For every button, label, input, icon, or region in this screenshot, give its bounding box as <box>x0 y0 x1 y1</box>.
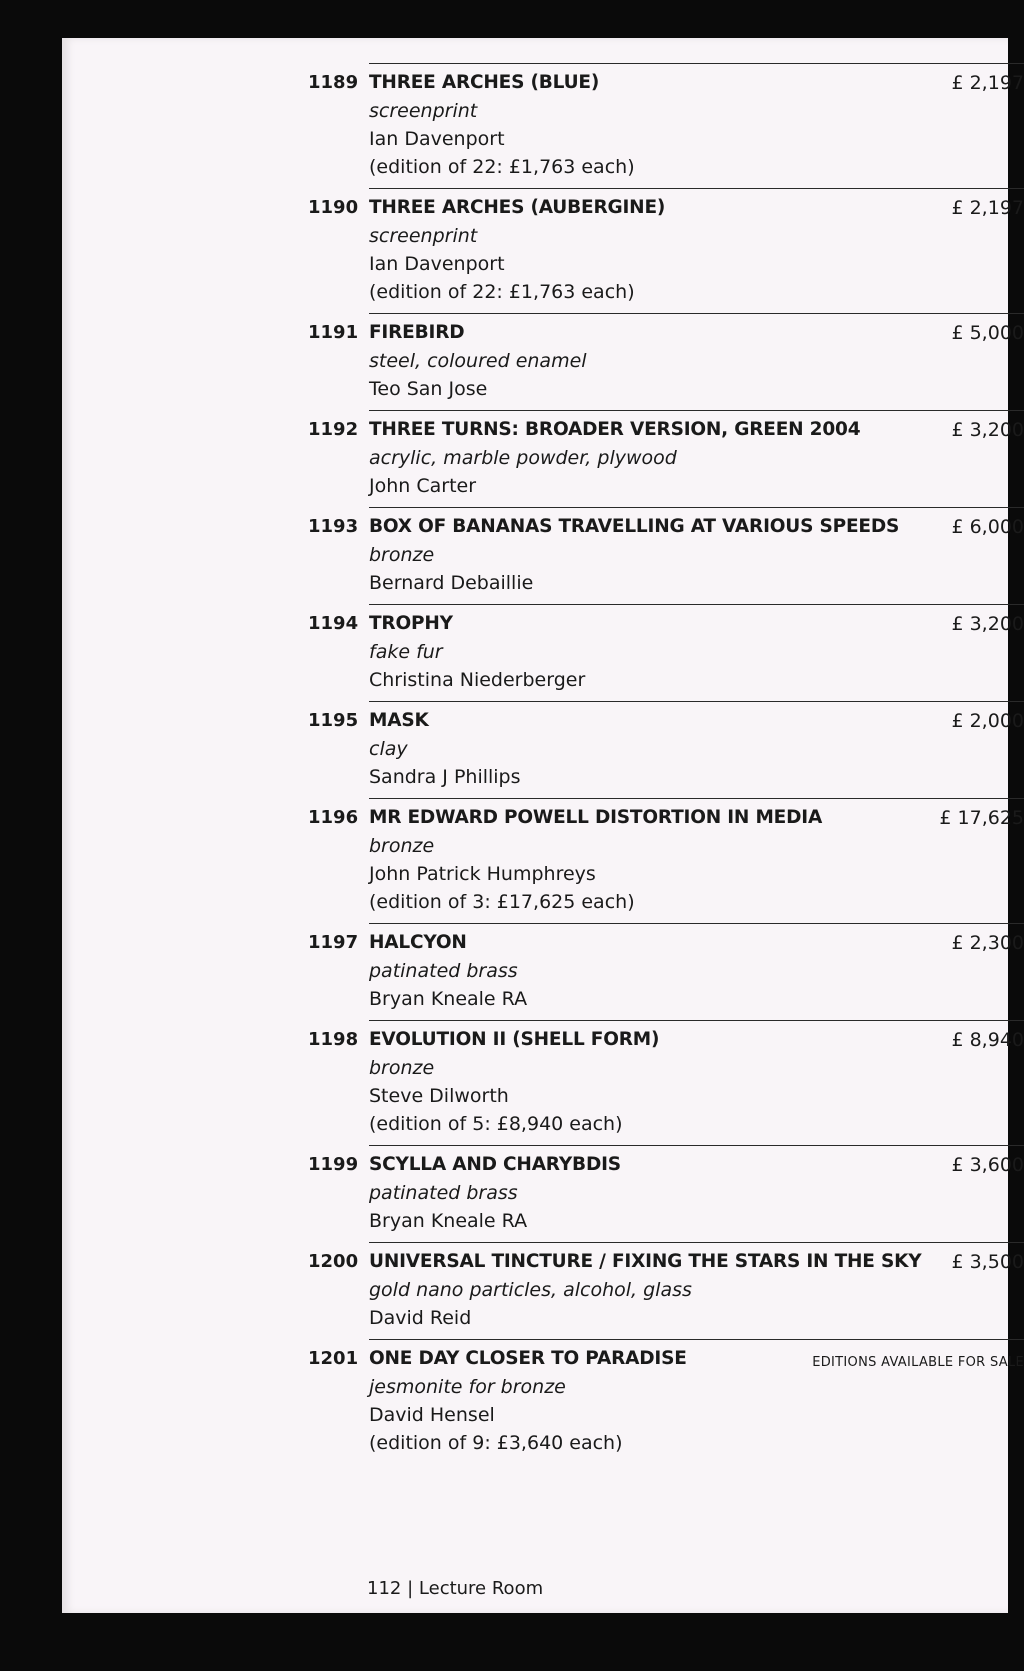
lot-artist: Bryan Kneale RA <box>369 1210 528 1232</box>
divider-rule <box>369 798 1024 799</box>
lot-title: EVOLUTION II (SHELL FORM) <box>369 1029 660 1050</box>
lot-medium: bronze <box>369 544 435 566</box>
lot-medium: acrylic, marble powder, plywood <box>369 447 677 469</box>
lot-price: £ 5,000 <box>951 322 1024 344</box>
lot-price: £ 8,940 <box>951 1029 1024 1051</box>
footer-separator: | <box>407 1578 414 1599</box>
lot-medium: bronze <box>369 835 435 857</box>
lot-edition: (edition of 5: £8,940 each) <box>369 1113 623 1135</box>
lot-medium: screenprint <box>369 100 478 122</box>
lot-number: 1201 <box>308 1348 359 1369</box>
divider-rule <box>369 63 1024 64</box>
lot-medium: gold nano particles, alcohol, glass <box>369 1279 692 1301</box>
lot-title: UNIVERSAL TINCTURE / FIXING THE STARS IN THE SKY <box>369 1251 922 1272</box>
lot-medium: screenprint <box>369 225 478 247</box>
catalogue-page <box>62 38 1024 1613</box>
lot-price: £ 3,200 <box>951 419 1024 441</box>
divider-rule <box>369 701 1024 702</box>
lot-number: 1194 <box>308 613 359 634</box>
lot-medium: steel, coloured enamel <box>369 350 587 372</box>
lot-price: £ 17,625 <box>939 807 1024 829</box>
lot-title: FIREBIRD <box>369 322 465 343</box>
lot-price: £ 2,300 <box>951 932 1024 954</box>
divider-rule <box>369 1145 1024 1146</box>
lot-number: 1195 <box>308 710 359 731</box>
lot-number: 1190 <box>308 197 359 218</box>
lot-artist: Bernard Debaillie <box>369 572 534 594</box>
lot-medium: fake fur <box>369 641 443 663</box>
lot-medium: patinated brass <box>369 960 518 982</box>
lot-price: £ 2,197 <box>951 197 1024 219</box>
lot-edition: (edition of 9: £3,640 each) <box>369 1432 623 1454</box>
lot-edition: (edition of 22: £1,763 each) <box>369 281 635 303</box>
lot-title: BOX OF BANANAS TRAVELLING AT VARIOUS SPEEDS <box>369 516 900 537</box>
lot-title: THREE ARCHES (BLUE) <box>369 72 600 93</box>
divider-rule <box>369 1242 1024 1243</box>
lot-artist: Christina Niederberger <box>369 669 586 691</box>
divider-rule <box>369 188 1024 189</box>
lot-number: 1198 <box>308 1029 359 1050</box>
lot-title: MASK <box>369 710 429 731</box>
lot-artist: David Hensel <box>369 1404 495 1426</box>
lot-title: TROPHY <box>369 613 453 634</box>
lot-title: THREE ARCHES (AUBERGINE) <box>369 197 666 218</box>
lot-number: 1200 <box>308 1251 359 1272</box>
divider-rule <box>369 313 1024 314</box>
divider-rule <box>369 604 1024 605</box>
divider-rule <box>369 410 1024 411</box>
lot-medium: bronze <box>369 1057 435 1079</box>
lot-price: £ 3,600 <box>951 1154 1024 1176</box>
lot-artist: Teo San Jose <box>369 378 488 400</box>
lot-title: THREE TURNS: BROADER VERSION, GREEN 2004 <box>369 419 861 440</box>
divider-rule <box>369 1339 1024 1340</box>
lot-artist: Ian Davenport <box>369 128 505 150</box>
lot-number: 1191 <box>308 322 359 343</box>
lot-number: 1197 <box>308 932 359 953</box>
lot-edition: (edition of 3: £17,625 each) <box>369 891 635 913</box>
lot-number: 1193 <box>308 516 359 537</box>
lot-medium: clay <box>369 738 408 760</box>
lot-title: SCYLLA AND CHARYBDIS <box>369 1154 621 1175</box>
lot-title: HALCYON <box>369 932 467 953</box>
page-footer <box>367 1577 543 1601</box>
lot-medium: patinated brass <box>369 1182 518 1204</box>
lot-medium: jesmonite for bronze <box>369 1376 566 1398</box>
lot-artist: Ian Davenport <box>369 253 505 275</box>
lot-title: MR EDWARD POWELL DISTORTION IN MEDIA <box>369 807 823 828</box>
lot-price: £ 2,000 <box>951 710 1024 732</box>
lot-title: ONE DAY CLOSER TO PARADISE <box>369 1348 687 1369</box>
divider-rule <box>369 1020 1024 1021</box>
lot-price: £ 3,500 <box>951 1251 1024 1273</box>
lot-artist: Steve Dilworth <box>369 1085 509 1107</box>
lot-number: 1196 <box>308 807 359 828</box>
lot-number: 1192 <box>308 419 359 440</box>
lot-number: 1189 <box>308 72 359 93</box>
lot-price: £ 3,200 <box>951 613 1024 635</box>
lot-artist: David Reid <box>369 1307 472 1329</box>
lot-edition: (edition of 22: £1,763 each) <box>369 156 635 178</box>
lot-artist: John Patrick Humphreys <box>369 863 596 885</box>
page-number: 112 <box>367 1578 402 1599</box>
editions-note: EDITIONS AVAILABLE FOR SALE <box>812 1355 1024 1370</box>
lot-artist: Sandra J Phillips <box>369 766 521 788</box>
lot-number: 1199 <box>308 1154 359 1175</box>
lot-artist: John Carter <box>369 475 477 497</box>
divider-rule <box>369 923 1024 924</box>
section-name: Lecture Room <box>418 1578 544 1599</box>
lot-price: £ 2,197 <box>951 72 1024 94</box>
lot-price: £ 6,000 <box>951 516 1024 538</box>
divider-rule <box>369 507 1024 508</box>
lot-artist: Bryan Kneale RA <box>369 988 528 1010</box>
